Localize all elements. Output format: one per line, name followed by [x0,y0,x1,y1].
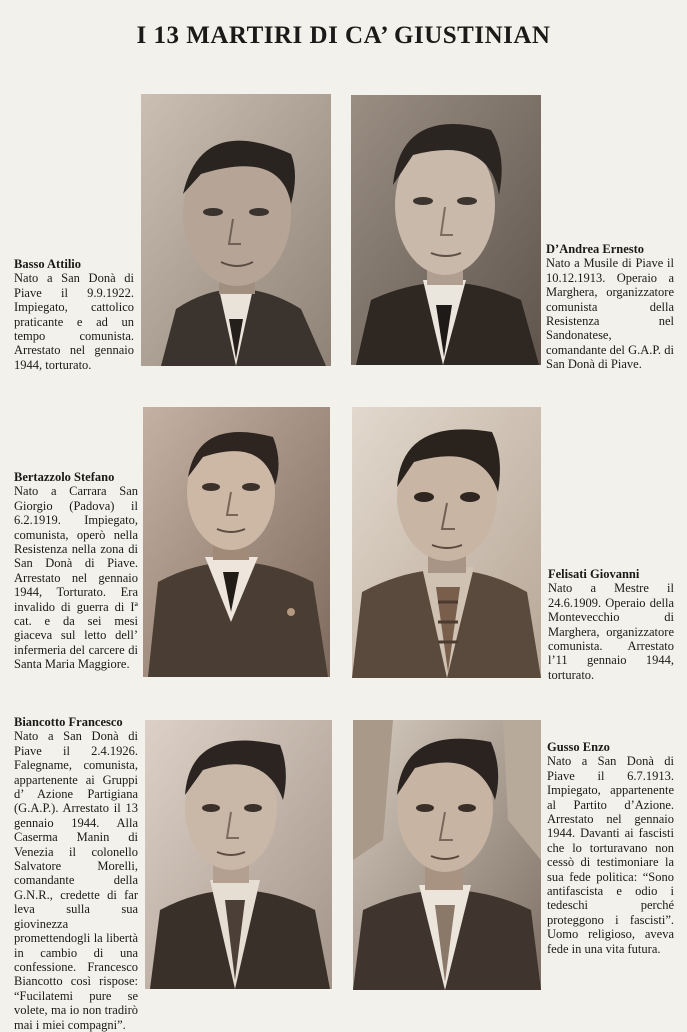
martyr-caption [14,715,138,1032]
page-title: I 13 MARTIRI DI CA’ GIUSTINIAN [136,22,551,49]
portrait-photo-biancotto-francesco [145,720,332,989]
martyr-name: Felisati Giovanni [548,567,640,581]
martyr-name: D’Andrea Ernesto [546,242,645,256]
martyr-bio: Nato a Musile di Piave il 10.12.1913. Operaio a Marghera, organizzatore comunista della Resistenza nel Sandonatese, comandante del G.A.P. di San Donà di Piave. [546,256,674,372]
martyr-name: Bertazzolo Stefano [14,470,115,484]
martyr-bio: Nato a Carrara San Giorgio (Padova) il 6.2.1919. Impiegato, comunista, operò nella Resistenza nella zona di San Donà di Piave. Arrestato nel gennaio 1944, Torturato. Era invalido di guerra di Iª cat. e da sei mesi giaceva sul letto dell’ infermeria del carcere di Santa Maria Maggiore. [14,484,138,672]
martyr-caption [548,567,674,682]
martyr-name: Basso Attilio [14,257,82,271]
portrait-photo-basso-attilio [141,94,331,366]
martyr-bio: Nato a San Donà di Piave il 2.4.1926. Falegname, comunista, appartenente ai Gruppi d’ Azione Partigiana (G.A.P.). Arrestato il 13 gennaio 1944. Alla Caserma Manin di Venezia il colonello Salvatore Morelli, comandante della G.N.R., credette di far leva sulla sua giovinezza promettendogli la libertà in cambio di una confessione. Francesco Biancotto così rispose: “Fucilatemi pure se volete, ma io non tradirò mai i miei compagni”. [14,729,138,1032]
martyr-caption [14,257,134,372]
martyr-caption [546,242,674,372]
martyr-caption [547,740,674,956]
martyr-bio: Nato a Mestre il 24.6.1909. Operaio della Montevecchio di Marghera, organizzatore comunista. Arrestato l’11 gennaio 1944, torturato. [548,581,674,682]
portrait-photo-gusso-enzo [353,720,541,990]
portrait-photo-bertazzolo-stefano [143,407,330,677]
martyr-bio: Nato a San Donà di Piave il 9.9.1922. Impiegato, cattolico praticante e ad un tempo comunista. Arrestato nel gennaio 1944, torturato. [14,271,134,372]
martyr-bio: Nato a San Donà di Piave il 6.7.1913. Impiegato, appartenente al Partito d’Azione. Arrestato nel gennaio 1944. Davanti ai fascisti che lo torturavano non cessò di testimoniare la sua fede politica: “Sono antifascista e odio i tedeschi perché proteggono i fascisti”. Uomo religioso, aveva fede in una vita futura. [547,754,674,956]
portrait-photo-felisati-giovanni [352,407,541,678]
portrait-photo-dandrea-ernesto [351,95,541,365]
martyr-caption [14,470,138,672]
martyr-name: Gusso Enzo [547,740,610,754]
martyr-name: Biancotto Francesco [14,715,123,729]
